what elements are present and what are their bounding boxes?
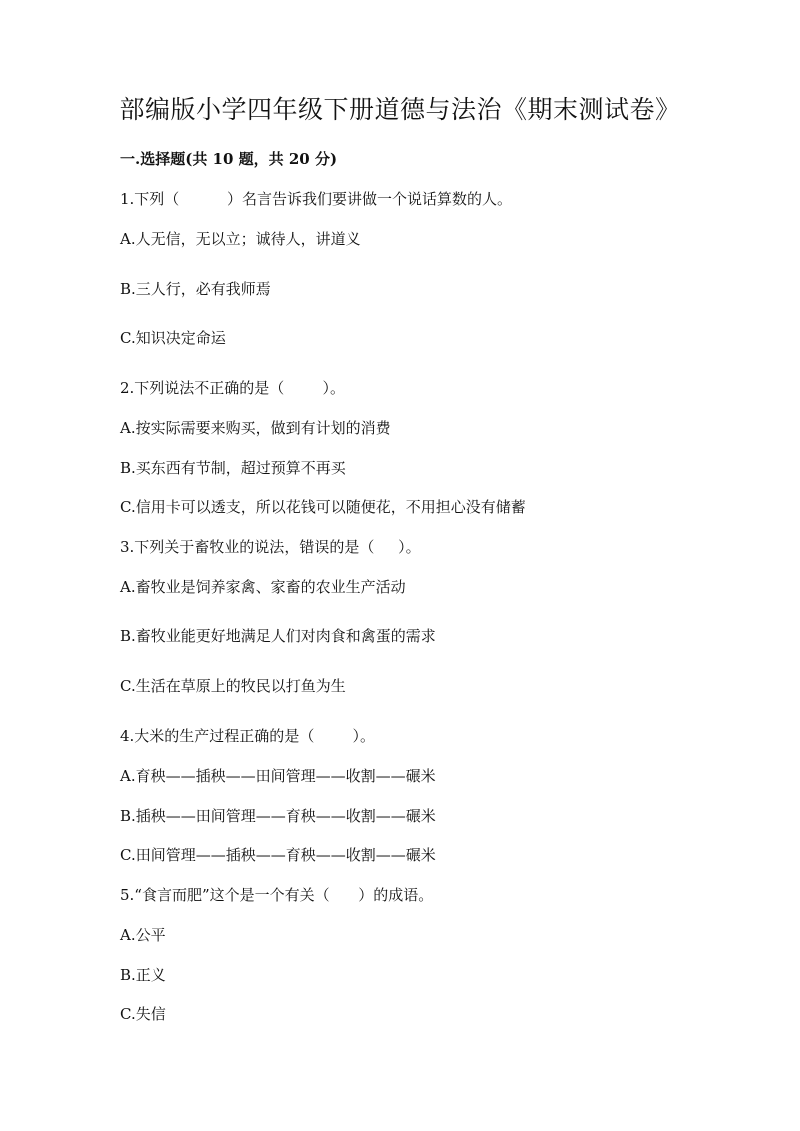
question-2-option-b: B.买东西有节制，超过预算不再买 (120, 459, 346, 477)
question-3-option-a: A.畜牧业是饲养家禽、家畜的农业生产活动 (120, 578, 406, 596)
question-1-option-b: B.三人行，必有我师焉 (120, 280, 271, 298)
question-3-stem: 3.下列关于畜牧业的说法，错误的是（ ）。 (120, 538, 421, 556)
question-4-option-b: B.插秧——田间管理——育秧——收割——碾米 (120, 807, 436, 825)
question-5-stem: 5.“食言而肥”这个是一个有关（ ）的成语。 (120, 886, 434, 904)
question-1-stem: 1.下列（ ）名言告诉我们要讲做一个说话算数的人。 (120, 190, 512, 208)
question-5-option-c: C.失信 (120, 1005, 166, 1023)
question-4-option-a: A.育秧——插秧——田间管理——收割——碾米 (120, 767, 436, 785)
section-heading: 一.选择题(共 10 题，共 20 分) (120, 150, 338, 168)
question-5-option-b: B.正义 (120, 966, 166, 984)
exam-title: 部编版小学四年级下册道德与法治《期末测试卷》 (119, 95, 681, 124)
question-3-option-b: B.畜牧业能更好地满足人们对肉食和禽蛋的需求 (120, 627, 436, 645)
question-1-option-c: C.知识决定命运 (120, 329, 226, 347)
question-3-option-c: C.生活在草原上的牧民以打鱼为生 (120, 677, 346, 695)
question-2-option-a: A.按实际需要来购买，做到有计划的消费 (120, 419, 391, 437)
question-2-stem: 2.下列说法不正确的是（ ）。 (120, 379, 345, 397)
question-4-option-c: C.田间管理——插秧——育秧——收割——碾米 (120, 846, 436, 864)
question-1-option-a: A.人无信，无以立；诚待人，讲道义 (120, 230, 361, 248)
question-4-stem: 4.大米的生产过程正确的是（ ）。 (120, 727, 375, 745)
question-5-option-a: A.公平 (120, 926, 166, 944)
question-2-option-c: C.信用卡可以透支，所以花钱可以随便花，不用担心没有储蓄 (120, 498, 526, 516)
